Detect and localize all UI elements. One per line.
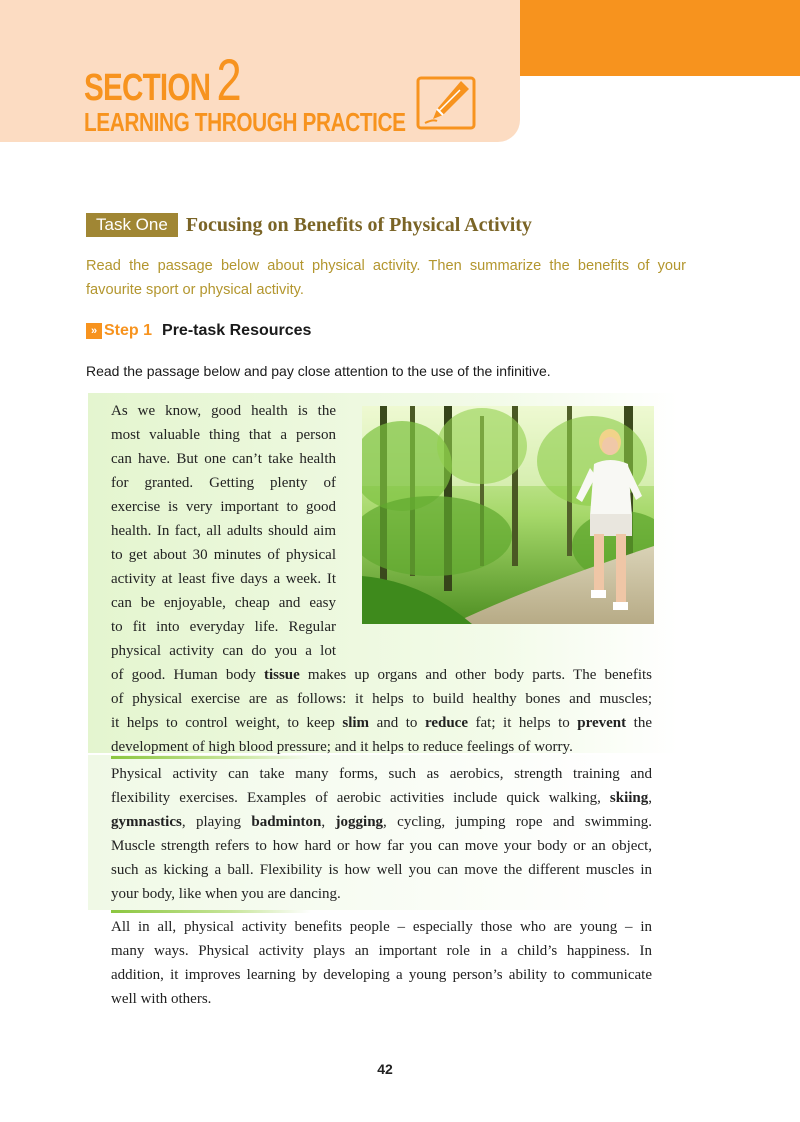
text-run: , cycling, jumping rope and swimming. — [383, 814, 653, 830]
keyword-badminton: badminton — [251, 814, 322, 830]
passage-line: to get about 30 minutes of physical — [111, 547, 336, 563]
section-number: 2 — [216, 48, 242, 113]
text-run: , — [321, 814, 336, 830]
task-instruction-line: favourite sport or physical activity. — [86, 282, 304, 298]
passage-paragraph-1-wrap — [111, 399, 336, 663]
passage-line — [111, 663, 652, 687]
keyword-tissue: tissue — [263, 667, 300, 683]
passage-line: Physical activity can take many forms, such as aerobics, strength training and — [111, 766, 652, 782]
jogging-photo — [362, 406, 654, 624]
passage-line: of physical exercise are as follows: it helps to build healthy bones and muscles; — [111, 691, 652, 707]
passage-line: physical activity can do you a lot — [111, 643, 336, 659]
text-run: , — [648, 790, 652, 806]
text-run: makes up organs and other body parts. The benefits — [299, 667, 652, 683]
section-subtitle: LEARNING THROUGH PRACTICE — [84, 107, 406, 137]
keyword-reduce: reduce — [424, 715, 468, 731]
passage-line: All in all, physical activity benefits people – especially those who are young – in — [111, 919, 652, 935]
passage-line: such as kicking a ball. Flexibility is how well you can move the different muscles in — [111, 862, 652, 878]
section-word: SECTION — [84, 67, 211, 109]
green-divider — [111, 756, 311, 759]
passage-line: activity at least five days a week. It — [111, 571, 336, 587]
passage-line — [111, 786, 652, 810]
header-orange-bar — [520, 0, 800, 76]
task-title: Focusing on Benefits of Physical Activity — [185, 213, 532, 236]
passage-line: to fit into everyday life. Regular — [111, 619, 336, 635]
passage-line: exercise is very important to good — [111, 499, 336, 515]
text-run: and to — [369, 715, 425, 731]
keyword-gymnastics: gymnastics — [111, 814, 182, 830]
task-instruction — [86, 254, 686, 302]
passage-line: your body, like when you are dancing. — [111, 886, 341, 902]
step-heading — [86, 320, 311, 342]
keyword-slim: slim — [342, 715, 370, 731]
step-label: Step 1 — [104, 322, 153, 339]
keyword-prevent: prevent — [577, 715, 627, 731]
task-heading — [86, 213, 532, 237]
green-divider — [111, 910, 311, 913]
passage-line: for granted. Getting plenty of — [111, 475, 336, 491]
double-chevron-icon: » — [86, 323, 102, 339]
passage-line: As we know, good health is the — [111, 403, 336, 419]
keyword-skiing: skiing — [609, 790, 649, 806]
text-run: it helps to control weight, to keep — [111, 715, 343, 731]
pen-writing-icon — [415, 75, 477, 131]
passage-line: most valuable thing that a person — [111, 427, 336, 443]
step-title: Pre-task Resources — [162, 322, 312, 339]
task-badge: Task One — [86, 213, 178, 237]
passage-line: can be enjoyable, cheap and easy — [111, 595, 336, 611]
passage-paragraph-3 — [111, 915, 652, 1011]
passage-line — [111, 711, 652, 735]
text-run: the — [626, 715, 653, 731]
text-run: fat; it helps to — [468, 715, 578, 731]
section-heading — [84, 48, 242, 113]
passage-line: well with others. — [111, 991, 212, 1007]
passage-line: can have. But one can’t take health — [111, 451, 336, 467]
passage-paragraph-2 — [111, 762, 652, 906]
passage-paragraph-1-full — [111, 663, 652, 759]
reading-instruction: Read the passage below and pay close attention to the use of the infinitive. — [86, 363, 551, 379]
task-instruction-line: Read the passage below about physical activity. Then summarize the benefits of your — [86, 258, 686, 274]
text-run: flexibility exercises. Examples of aerobic activities include quick walking, — [111, 790, 610, 806]
passage-line: development of high blood pressure; and it helps to reduce feelings of worry. — [111, 739, 573, 755]
keyword-jogging: jogging — [335, 814, 384, 830]
passage-line: health. In fact, all adults should aim — [111, 523, 336, 539]
passage-line: Muscle strength refers to how hard or how far you can move your body or an object, — [111, 838, 652, 854]
passage-line — [111, 810, 652, 834]
passage-line: addition, it improves learning by developing a young person’s ability to communicate — [111, 967, 652, 983]
page-number: 42 — [377, 1061, 393, 1077]
text-run: , playing — [181, 814, 252, 830]
passage-line: many ways. Physical activity plays an important role in a child’s happiness. In — [111, 943, 652, 959]
text-run: of good. Human body — [111, 667, 264, 683]
